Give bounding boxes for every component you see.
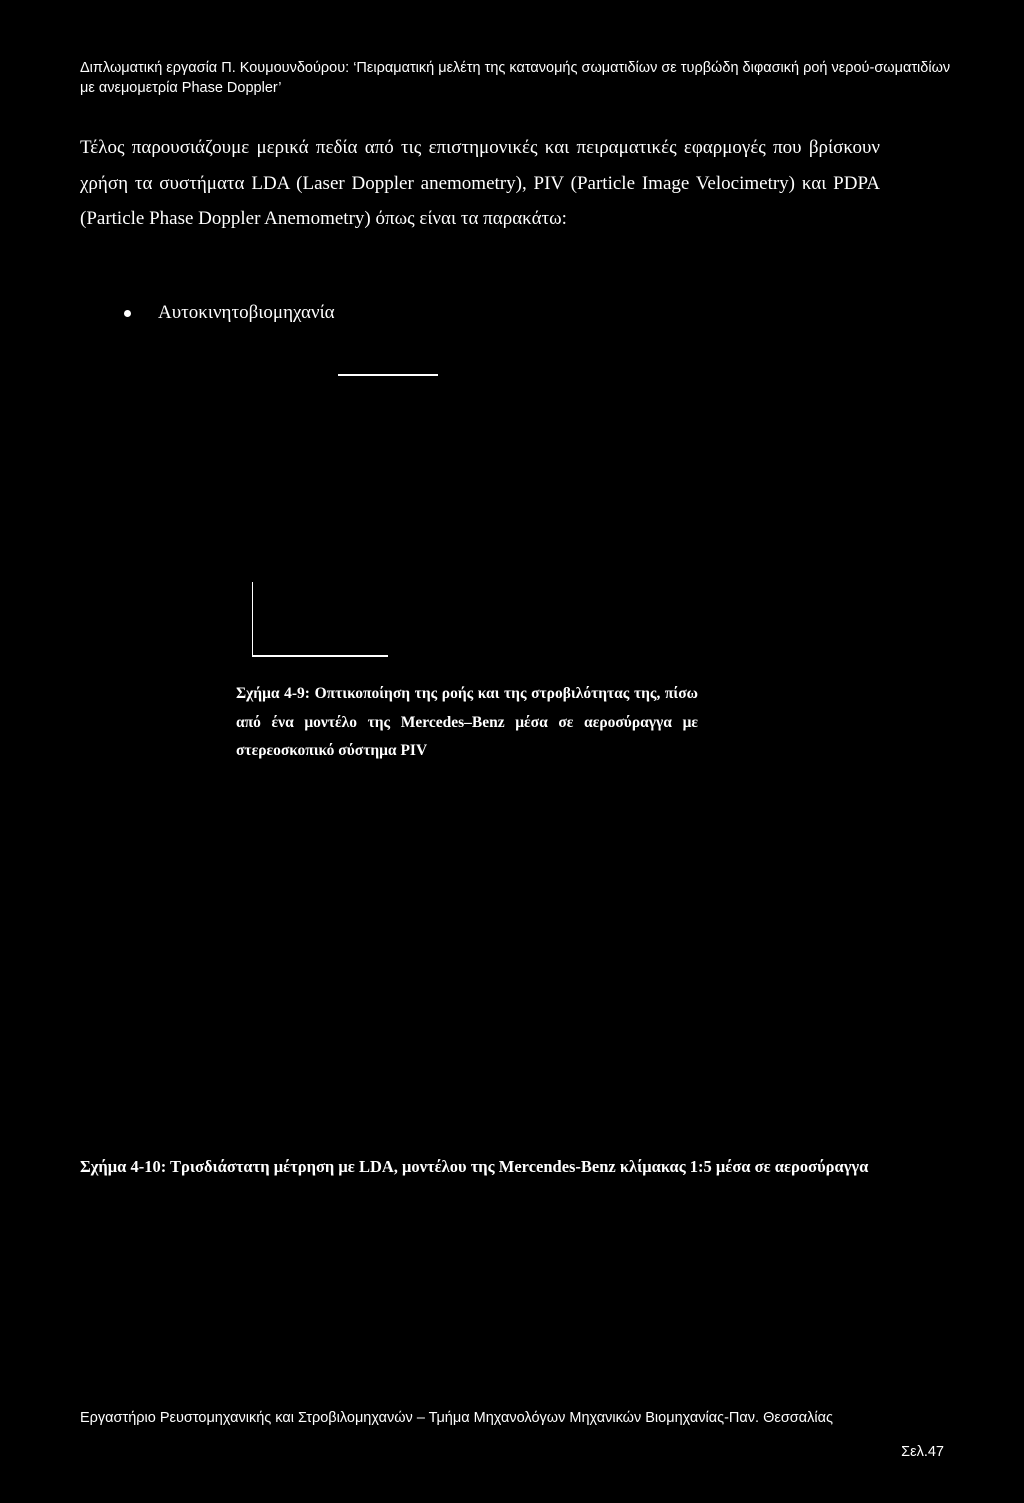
- figure-caption-4-10: Σχήμα 4-10: Τρισδιάστατη μέτρηση με LDA, μοντέλου της Mercendes-Benz κλίμακας 1:5 μέσα σε αεροσύραγγα: [80, 1157, 869, 1176]
- figure-bottom-line: [252, 655, 388, 657]
- page-number: Σελ.47: [901, 1444, 944, 1460]
- bullet-item: [124, 302, 335, 324]
- figure-left-line: [252, 582, 253, 656]
- page-header: Διπλωματική εργασία Π. Κουμουνδούρου: ‘Πειραματική μελέτη της κατανομής σωματιδίων σε τυρβώδη διφασική ροή νερού-σωματιδίων με ανεμομετρία Phase Doppler’: [80, 60, 951, 96]
- intro-paragraph: Τέλος παρουσιάζουμε μερικά πεδία από τις επιστημονικές και πειραματικές εφαρμογές που βρίσκουν χρήση τα συστήματα LDA (Laser Doppler anemometry), PIV (Particle Image Velocimetry) και PDPA (Particle Phase Doppler Anemometry) όπως είναι τα παρακάτω:: [80, 137, 880, 229]
- bullet-dot-icon: [124, 310, 131, 317]
- figure-caption-4-9: Σχήμα 4-9: Οπτικοποίηση της ροής και της στροβιλότητας της, πίσω από ένα μοντέλο της Mercedes–Benz μέσα σε αεροσύραγγα με στερεοσκοπικό σύστημα PIV: [236, 685, 698, 759]
- bullet-label: Αυτοκινητοβιομηχανία: [158, 302, 335, 323]
- figure-top-line: [338, 374, 438, 376]
- page-footer: Εργαστήριο Ρευστομηχανικής και Στροβιλομηχανών – Τμήμα Μηχανολόγων Μηχανικών Βιομηχανίας-Παν. Θεσσαλίας: [80, 1410, 833, 1426]
